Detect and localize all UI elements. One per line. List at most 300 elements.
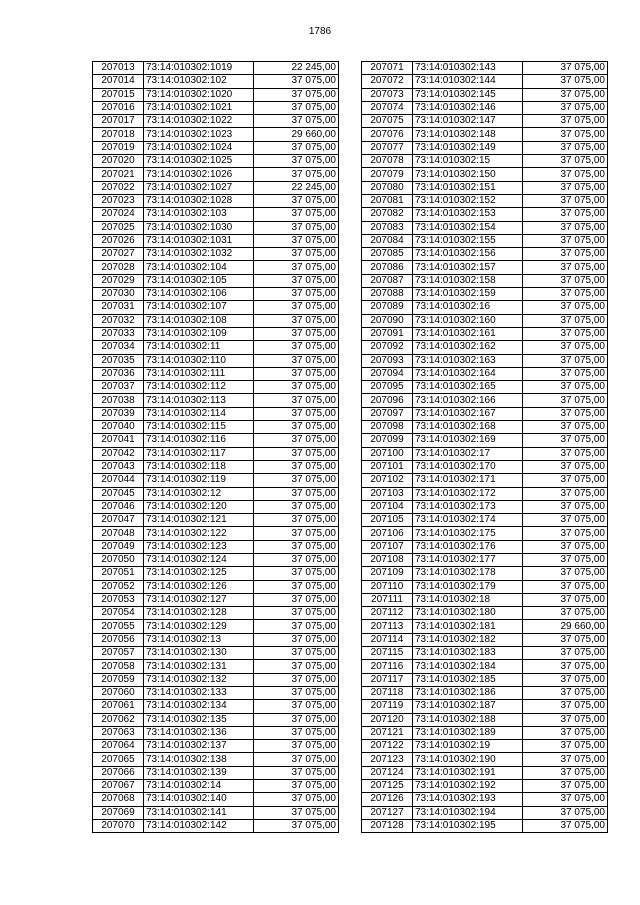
value-cell: 37 075,00 (523, 341, 608, 354)
cadastral-number-cell: 73:14:010302:149 (413, 141, 523, 154)
cadastral-number-cell: 73:14:010302:177 (413, 553, 523, 566)
row-number-cell: 207113 (362, 620, 413, 633)
value-cell: 37 075,00 (254, 234, 339, 247)
cadastral-number-cell: 73:14:010302:145 (413, 88, 523, 101)
value-cell: 37 075,00 (523, 753, 608, 766)
cadastral-number-cell: 73:14:010302:187 (413, 700, 523, 713)
row-number-cell: 207033 (93, 327, 144, 340)
cadastral-number-cell: 73:14:010302:157 (413, 261, 523, 274)
table-row (362, 753, 608, 766)
value-cell: 22 245,00 (254, 62, 339, 75)
row-number-cell: 207057 (93, 647, 144, 660)
table-row (93, 381, 339, 394)
value-cell: 37 075,00 (523, 766, 608, 779)
cadastral-number-cell: 73:14:010302:14 (144, 780, 254, 793)
row-number-cell: 207021 (93, 168, 144, 181)
cadastral-number-cell: 73:14:010302:114 (144, 407, 254, 420)
table-row (362, 274, 608, 287)
cadastral-number-cell: 73:14:010302:188 (413, 713, 523, 726)
value-cell: 37 075,00 (254, 407, 339, 420)
row-number-cell: 207059 (93, 673, 144, 686)
row-number-cell: 207014 (93, 75, 144, 88)
table-row (93, 341, 339, 354)
cadastral-number-cell: 73:14:010302:1022 (144, 115, 254, 128)
cadastral-number-cell: 73:14:010302:16 (413, 301, 523, 314)
value-cell: 37 075,00 (523, 660, 608, 673)
cadastral-number-cell: 73:14:010302:160 (413, 314, 523, 327)
value-cell: 37 075,00 (523, 141, 608, 154)
row-number-cell: 207024 (93, 208, 144, 221)
cadastral-number-cell: 73:14:010302:103 (144, 208, 254, 221)
value-cell: 37 075,00 (254, 434, 339, 447)
table-row (362, 527, 608, 540)
value-cell: 37 075,00 (254, 580, 339, 593)
row-number-cell: 207123 (362, 753, 413, 766)
table-row (93, 647, 339, 660)
table-row (362, 447, 608, 460)
value-cell: 37 075,00 (254, 168, 339, 181)
row-number-cell: 207037 (93, 381, 144, 394)
cadastral-number-cell: 73:14:010302:109 (144, 327, 254, 340)
row-number-cell: 207061 (93, 700, 144, 713)
value-cell: 37 075,00 (254, 208, 339, 221)
value-cell: 37 075,00 (523, 128, 608, 141)
value-cell: 37 075,00 (254, 115, 339, 128)
value-cell: 37 075,00 (523, 208, 608, 221)
value-cell: 37 075,00 (254, 753, 339, 766)
value-cell: 37 075,00 (523, 434, 608, 447)
value-cell: 37 075,00 (523, 354, 608, 367)
row-number-cell: 207092 (362, 341, 413, 354)
value-cell: 37 075,00 (254, 381, 339, 394)
value-cell: 37 075,00 (254, 700, 339, 713)
row-number-cell: 207025 (93, 221, 144, 234)
cadastral-number-cell: 73:14:010302:182 (413, 633, 523, 646)
table-row (93, 421, 339, 434)
cadastral-number-cell: 73:14:010302:13 (144, 633, 254, 646)
cadastral-number-cell: 73:14:010302:108 (144, 314, 254, 327)
row-number-cell: 207093 (362, 354, 413, 367)
value-cell: 37 075,00 (523, 101, 608, 114)
table-row (362, 181, 608, 194)
cadastral-number-cell: 73:14:010302:144 (413, 75, 523, 88)
table-row (93, 793, 339, 806)
cadastral-number-cell: 73:14:010302:141 (144, 806, 254, 819)
table-row (362, 341, 608, 354)
table-row (362, 607, 608, 620)
cadastral-number-cell: 73:14:010302:1027 (144, 181, 254, 194)
row-number-cell: 207118 (362, 686, 413, 699)
cadastral-number-cell: 73:14:010302:124 (144, 553, 254, 566)
table-row (93, 460, 339, 473)
value-cell: 37 075,00 (523, 500, 608, 513)
value-cell: 37 075,00 (254, 647, 339, 660)
cadastral-number-cell: 73:14:010302:1026 (144, 168, 254, 181)
value-cell: 37 075,00 (523, 221, 608, 234)
row-number-cell: 207046 (93, 500, 144, 513)
cadastral-number-cell: 73:14:010302:1019 (144, 62, 254, 75)
table-row (362, 647, 608, 660)
value-cell: 37 075,00 (254, 686, 339, 699)
row-number-cell: 207088 (362, 288, 413, 301)
table-row (93, 540, 339, 553)
row-number-cell: 207121 (362, 726, 413, 739)
row-number-cell: 207030 (93, 288, 144, 301)
row-number-cell: 207124 (362, 766, 413, 779)
cadastral-number-cell: 73:14:010302:150 (413, 168, 523, 181)
table-row (362, 221, 608, 234)
row-number-cell: 207104 (362, 500, 413, 513)
value-cell: 37 075,00 (523, 780, 608, 793)
cadastral-number-cell: 73:14:010302:105 (144, 274, 254, 287)
value-cell: 37 075,00 (523, 314, 608, 327)
row-number-cell: 207047 (93, 514, 144, 527)
table-row (362, 460, 608, 473)
cadastral-number-cell: 73:14:010302:185 (413, 673, 523, 686)
cadastral-number-cell: 73:14:010302:162 (413, 341, 523, 354)
table-row (362, 806, 608, 819)
row-number-cell: 207080 (362, 181, 413, 194)
value-cell: 37 075,00 (523, 487, 608, 500)
value-cell: 37 075,00 (523, 274, 608, 287)
table-row (362, 726, 608, 739)
row-number-cell: 207048 (93, 527, 144, 540)
value-cell: 37 075,00 (523, 367, 608, 380)
row-number-cell: 207081 (362, 194, 413, 207)
register-table-left-body (93, 62, 339, 833)
cadastral-number-cell: 73:14:010302:128 (144, 607, 254, 620)
value-cell: 37 075,00 (254, 527, 339, 540)
row-number-cell: 207064 (93, 740, 144, 753)
cadastral-number-cell: 73:14:010302:156 (413, 248, 523, 261)
row-number-cell: 207101 (362, 460, 413, 473)
table-row (93, 75, 339, 88)
table-row (362, 434, 608, 447)
row-number-cell: 207102 (362, 474, 413, 487)
row-number-cell: 207120 (362, 713, 413, 726)
value-cell: 37 075,00 (254, 327, 339, 340)
cadastral-number-cell: 73:14:010302:174 (413, 514, 523, 527)
value-cell: 37 075,00 (523, 593, 608, 606)
value-cell: 37 075,00 (254, 793, 339, 806)
row-number-cell: 207122 (362, 740, 413, 753)
table-row (93, 301, 339, 314)
register-table-right-body (362, 62, 608, 833)
row-number-cell: 207036 (93, 367, 144, 380)
table-row (93, 686, 339, 699)
table-row (93, 155, 339, 168)
table-row (93, 726, 339, 739)
table-row (362, 540, 608, 553)
value-cell: 37 075,00 (523, 633, 608, 646)
cadastral-number-cell: 73:14:010302:167 (413, 407, 523, 420)
value-cell: 37 075,00 (523, 580, 608, 593)
cadastral-number-cell: 73:14:010302:130 (144, 647, 254, 660)
value-cell: 37 075,00 (523, 88, 608, 101)
row-number-cell: 207127 (362, 806, 413, 819)
row-number-cell: 207050 (93, 553, 144, 566)
cadastral-number-cell: 73:14:010302:194 (413, 806, 523, 819)
value-cell: 37 075,00 (254, 314, 339, 327)
table-row (362, 248, 608, 261)
value-cell: 37 075,00 (523, 700, 608, 713)
table-row (362, 62, 608, 75)
cadastral-number-cell: 73:14:010302:169 (413, 434, 523, 447)
table-row (93, 327, 339, 340)
cadastral-number-cell: 73:14:010302:155 (413, 234, 523, 247)
cadastral-number-cell: 73:14:010302:158 (413, 274, 523, 287)
cadastral-number-cell: 73:14:010302:171 (413, 474, 523, 487)
row-number-cell: 207071 (362, 62, 413, 75)
cadastral-number-cell: 73:14:010302:153 (413, 208, 523, 221)
row-number-cell: 207087 (362, 274, 413, 287)
row-number-cell: 207091 (362, 327, 413, 340)
row-number-cell: 207026 (93, 234, 144, 247)
row-number-cell: 207023 (93, 194, 144, 207)
row-number-cell: 207082 (362, 208, 413, 221)
table-row (362, 713, 608, 726)
value-cell: 37 075,00 (254, 75, 339, 88)
value-cell: 37 075,00 (254, 740, 339, 753)
table-row (93, 660, 339, 673)
value-cell: 37 075,00 (254, 673, 339, 686)
row-number-cell: 207128 (362, 819, 413, 832)
table-row (93, 62, 339, 75)
value-cell: 37 075,00 (523, 806, 608, 819)
table-row (93, 567, 339, 580)
cadastral-number-cell: 73:14:010302:180 (413, 607, 523, 620)
value-cell: 37 075,00 (254, 660, 339, 673)
row-number-cell: 207070 (93, 819, 144, 832)
table-row (93, 367, 339, 380)
row-number-cell: 207111 (362, 593, 413, 606)
cadastral-number-cell: 73:14:010302:120 (144, 500, 254, 513)
row-number-cell: 207041 (93, 434, 144, 447)
row-number-cell: 207034 (93, 341, 144, 354)
row-number-cell: 207108 (362, 553, 413, 566)
page-number: 1786 (308, 26, 332, 37)
row-number-cell: 207017 (93, 115, 144, 128)
table-row (93, 593, 339, 606)
value-cell: 37 075,00 (254, 301, 339, 314)
table-row (362, 301, 608, 314)
cadastral-number-cell: 73:14:010302:15 (413, 155, 523, 168)
row-number-cell: 207115 (362, 647, 413, 660)
value-cell: 37 075,00 (523, 194, 608, 207)
table-row (93, 234, 339, 247)
table-row (93, 740, 339, 753)
table-row (93, 354, 339, 367)
table-row (93, 181, 339, 194)
row-number-cell: 207052 (93, 580, 144, 593)
cadastral-number-cell: 73:14:010302:1024 (144, 141, 254, 154)
table-row (362, 793, 608, 806)
cadastral-number-cell: 73:14:010302:181 (413, 620, 523, 633)
value-cell: 22 245,00 (254, 181, 339, 194)
value-cell: 37 075,00 (523, 540, 608, 553)
table-row (93, 88, 339, 101)
table-row (362, 261, 608, 274)
row-number-cell: 207076 (362, 128, 413, 141)
cadastral-number-cell: 73:14:010302:170 (413, 460, 523, 473)
row-number-cell: 207063 (93, 726, 144, 739)
cadastral-number-cell: 73:14:010302:179 (413, 580, 523, 593)
row-number-cell: 207098 (362, 421, 413, 434)
row-number-cell: 207126 (362, 793, 413, 806)
table-row (362, 88, 608, 101)
table-row (93, 407, 339, 420)
table-row (93, 806, 339, 819)
cadastral-number-cell: 73:14:010302:146 (413, 101, 523, 114)
cadastral-number-cell: 73:14:010302:1031 (144, 234, 254, 247)
table-row (93, 447, 339, 460)
row-number-cell: 207013 (93, 62, 144, 75)
value-cell: 37 075,00 (523, 514, 608, 527)
value-cell: 37 075,00 (523, 261, 608, 274)
cadastral-number-cell: 73:14:010302:110 (144, 354, 254, 367)
cadastral-number-cell: 73:14:010302:168 (413, 421, 523, 434)
value-cell: 37 075,00 (254, 367, 339, 380)
value-cell: 37 075,00 (523, 686, 608, 699)
register-table-right (361, 61, 608, 833)
cadastral-number-cell: 73:14:010302:190 (413, 753, 523, 766)
table-row (362, 288, 608, 301)
row-number-cell: 207077 (362, 141, 413, 154)
row-number-cell: 207039 (93, 407, 144, 420)
cadastral-number-cell: 73:14:010302:129 (144, 620, 254, 633)
table-row (362, 633, 608, 646)
table-row (93, 288, 339, 301)
row-number-cell: 207062 (93, 713, 144, 726)
value-cell: 37 075,00 (523, 474, 608, 487)
table-row (93, 700, 339, 713)
row-number-cell: 207107 (362, 540, 413, 553)
cadastral-number-cell: 73:14:010302:112 (144, 381, 254, 394)
cadastral-number-cell: 73:14:010302:151 (413, 181, 523, 194)
value-cell: 37 075,00 (523, 713, 608, 726)
table-row (93, 128, 339, 141)
value-cell: 37 075,00 (254, 288, 339, 301)
value-cell: 37 075,00 (254, 780, 339, 793)
cadastral-number-cell: 73:14:010302:147 (413, 115, 523, 128)
value-cell: 37 075,00 (523, 288, 608, 301)
row-number-cell: 207097 (362, 407, 413, 420)
value-cell: 37 075,00 (523, 248, 608, 261)
value-cell: 37 075,00 (254, 194, 339, 207)
cadastral-number-cell: 73:14:010302:18 (413, 593, 523, 606)
cadastral-number-cell: 73:14:010302:133 (144, 686, 254, 699)
value-cell: 37 075,00 (254, 341, 339, 354)
value-cell: 37 075,00 (254, 567, 339, 580)
row-number-cell: 207065 (93, 753, 144, 766)
cadastral-number-cell: 73:14:010302:1028 (144, 194, 254, 207)
row-number-cell: 207043 (93, 460, 144, 473)
table-row (362, 487, 608, 500)
cadastral-number-cell: 73:14:010302:19 (413, 740, 523, 753)
row-number-cell: 207073 (362, 88, 413, 101)
value-cell: 37 075,00 (254, 766, 339, 779)
row-number-cell: 207028 (93, 261, 144, 274)
table-row (93, 261, 339, 274)
table-row (93, 500, 339, 513)
table-row (362, 141, 608, 154)
table-row (93, 314, 339, 327)
table-row (362, 208, 608, 221)
cadastral-number-cell: 73:14:010302:143 (413, 62, 523, 75)
value-cell: 37 075,00 (254, 155, 339, 168)
row-number-cell: 207019 (93, 141, 144, 154)
row-number-cell: 207035 (93, 354, 144, 367)
cadastral-number-cell: 73:14:010302:111 (144, 367, 254, 380)
cadastral-number-cell: 73:14:010302:148 (413, 128, 523, 141)
cadastral-number-cell: 73:14:010302:165 (413, 381, 523, 394)
row-number-cell: 207067 (93, 780, 144, 793)
value-cell: 37 075,00 (254, 474, 339, 487)
value-cell: 37 075,00 (523, 421, 608, 434)
cadastral-number-cell: 73:14:010302:104 (144, 261, 254, 274)
value-cell: 37 075,00 (523, 394, 608, 407)
row-number-cell: 207100 (362, 447, 413, 460)
value-cell: 37 075,00 (523, 553, 608, 566)
value-cell: 37 075,00 (523, 447, 608, 460)
value-cell: 37 075,00 (254, 514, 339, 527)
row-number-cell: 207094 (362, 367, 413, 380)
row-number-cell: 207079 (362, 168, 413, 181)
table-row (93, 553, 339, 566)
value-cell: 37 075,00 (523, 181, 608, 194)
value-cell: 37 075,00 (254, 394, 339, 407)
cadastral-number-cell: 73:14:010302:184 (413, 660, 523, 673)
table-row (362, 660, 608, 673)
row-number-cell: 207089 (362, 301, 413, 314)
cadastral-number-cell: 73:14:010302:140 (144, 793, 254, 806)
value-cell: 37 075,00 (523, 793, 608, 806)
value-cell: 37 075,00 (523, 460, 608, 473)
row-number-cell: 207038 (93, 394, 144, 407)
cadastral-number-cell: 73:14:010302:138 (144, 753, 254, 766)
row-number-cell: 207090 (362, 314, 413, 327)
cadastral-number-cell: 73:14:010302:126 (144, 580, 254, 593)
cadastral-number-cell: 73:14:010302:152 (413, 194, 523, 207)
row-number-cell: 207068 (93, 793, 144, 806)
value-cell: 37 075,00 (254, 713, 339, 726)
row-number-cell: 207069 (93, 806, 144, 819)
table-row (362, 115, 608, 128)
row-number-cell: 207032 (93, 314, 144, 327)
table-row (362, 327, 608, 340)
table-row (93, 819, 339, 832)
value-cell: 37 075,00 (523, 567, 608, 580)
cadastral-number-cell: 73:14:010302:11 (144, 341, 254, 354)
table-row (362, 367, 608, 380)
table-row (362, 101, 608, 114)
value-cell: 37 075,00 (254, 607, 339, 620)
cadastral-number-cell: 73:14:010302:176 (413, 540, 523, 553)
cadastral-number-cell: 73:14:010302:102 (144, 75, 254, 88)
cadastral-number-cell: 73:14:010302:161 (413, 327, 523, 340)
table-row (362, 354, 608, 367)
table-row (362, 620, 608, 633)
table-row (362, 314, 608, 327)
row-number-cell: 207051 (93, 567, 144, 580)
table-row (362, 673, 608, 686)
value-cell: 37 075,00 (523, 527, 608, 540)
value-cell: 37 075,00 (523, 168, 608, 181)
table-row (362, 421, 608, 434)
value-cell: 37 075,00 (254, 421, 339, 434)
table-row (93, 115, 339, 128)
value-cell: 29 660,00 (254, 128, 339, 141)
